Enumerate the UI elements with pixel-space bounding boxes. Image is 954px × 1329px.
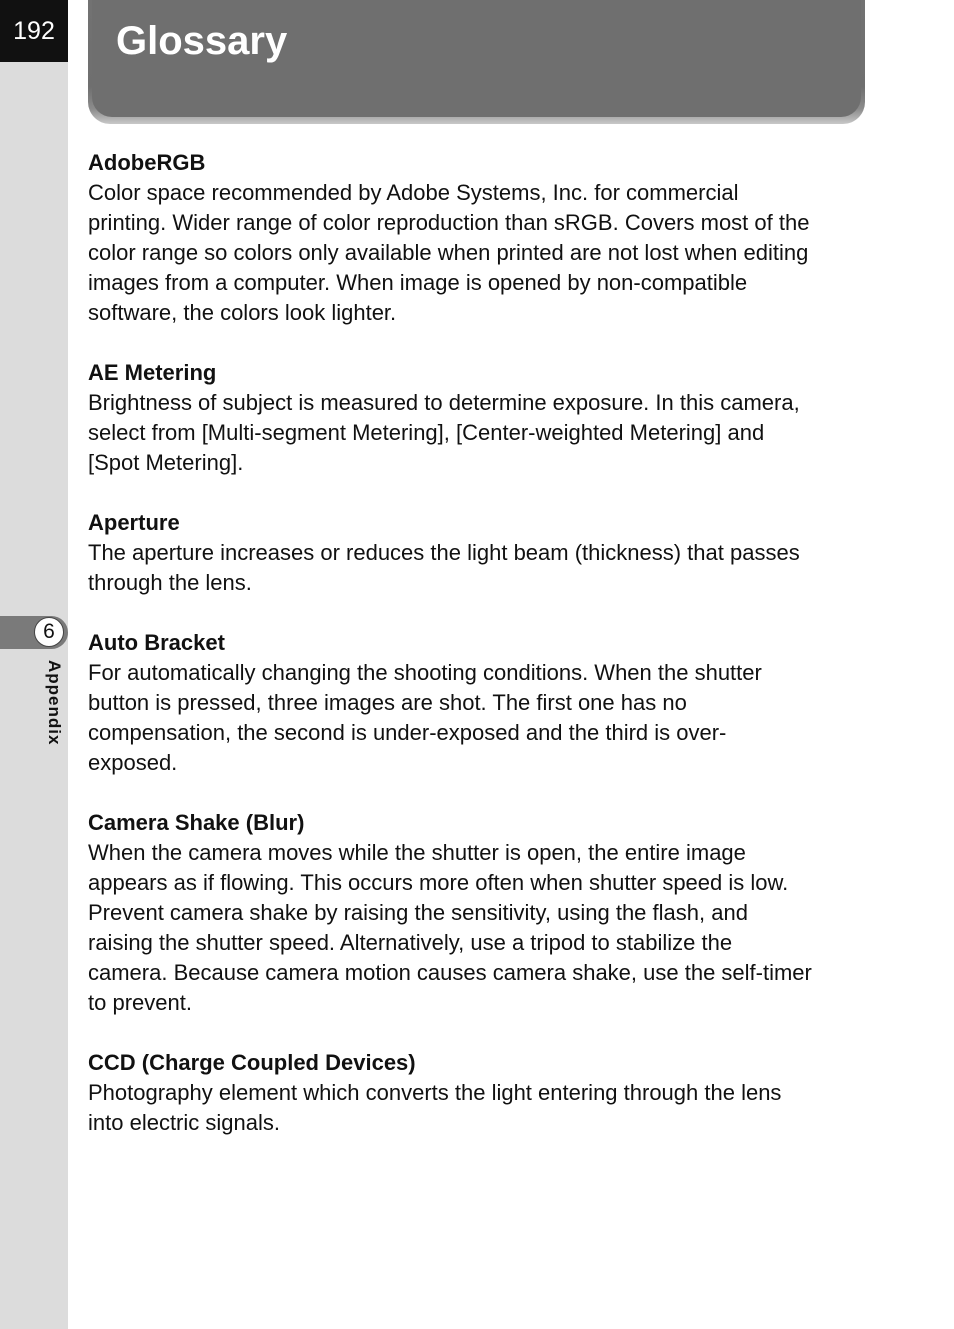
glossary-entry-ccd <box>88 1048 868 1138</box>
definition-line: The aperture increases or reduces the light beam (thickness) that passes <box>88 540 800 565</box>
page-number: 192 <box>0 0 68 62</box>
definition-line: compensation, the second is under-exposed and the third is over- <box>88 720 727 745</box>
glossary-term: AdobeRGB <box>88 150 206 175</box>
definition-line: color range so colors only available when printed are not lost when editing <box>88 240 809 265</box>
definition-line: For automatically changing the shooting conditions. When the shutter <box>88 660 762 685</box>
glossary-entry-auto-bracket <box>88 628 868 778</box>
definition-line: When the camera moves while the shutter is open, the entire image <box>88 840 746 865</box>
definition-line: Photography element which converts the light entering through the lens <box>88 1080 782 1105</box>
chapter-label: Appendix <box>45 660 64 746</box>
page-title: Glossary <box>116 19 288 63</box>
glossary-definition <box>88 388 868 478</box>
glossary-term: Auto Bracket <box>88 630 225 655</box>
definition-line: exposed. <box>88 750 178 775</box>
glossary-term: CCD (Charge Coupled Devices) <box>88 1050 416 1075</box>
glossary-list <box>88 148 868 1168</box>
glossary-definition <box>88 1078 868 1138</box>
glossary-definition <box>88 178 868 328</box>
definition-line: Prevent camera shake by raising the sensitivity, using the flash, and <box>88 900 748 925</box>
definition-line: appears as if flowing. This occurs more often when shutter speed is low. <box>88 870 789 895</box>
chapter-number: 6 <box>34 617 64 647</box>
definition-line: camera. Because camera motion causes camera shake, use the self-timer <box>88 960 812 985</box>
definition-line: raising the shutter speed. Alternatively, use a tripod to stabilize the <box>88 930 733 955</box>
definition-line: through the lens. <box>88 570 252 595</box>
glossary-definition <box>88 838 868 1018</box>
definition-line: Brightness of subject is measured to determine exposure. In this camera, <box>88 390 800 415</box>
glossary-entry-aperture <box>88 508 868 598</box>
glossary-entry-adobergb <box>88 148 868 328</box>
glossary-term: Camera Shake (Blur) <box>88 810 305 835</box>
definition-line: printing. Wider range of color reproduction than sRGB. Covers most of the <box>88 210 810 235</box>
definition-line: button is pressed, three images are shot. The first one has no <box>88 690 687 715</box>
definition-line: to prevent. <box>88 990 192 1015</box>
glossary-definition <box>88 538 868 598</box>
glossary-entry-ae-metering <box>88 358 868 478</box>
definition-line: into electric signals. <box>88 1110 280 1135</box>
glossary-term: AE Metering <box>88 360 217 385</box>
definition-line: software, the colors look lighter. <box>88 300 397 325</box>
glossary-definition <box>88 658 868 778</box>
definition-line: images from a computer. When image is opened by non-compatible <box>88 270 748 295</box>
definition-line: [Spot Metering]. <box>88 450 244 475</box>
definition-line: Color space recommended by Adobe Systems, Inc. for commercial <box>88 180 739 205</box>
definition-line: select from [Multi-segment Metering], [Center-weighted Metering] and <box>88 420 765 445</box>
glossary-term: Aperture <box>88 510 180 535</box>
glossary-entry-camera-shake <box>88 808 868 1018</box>
